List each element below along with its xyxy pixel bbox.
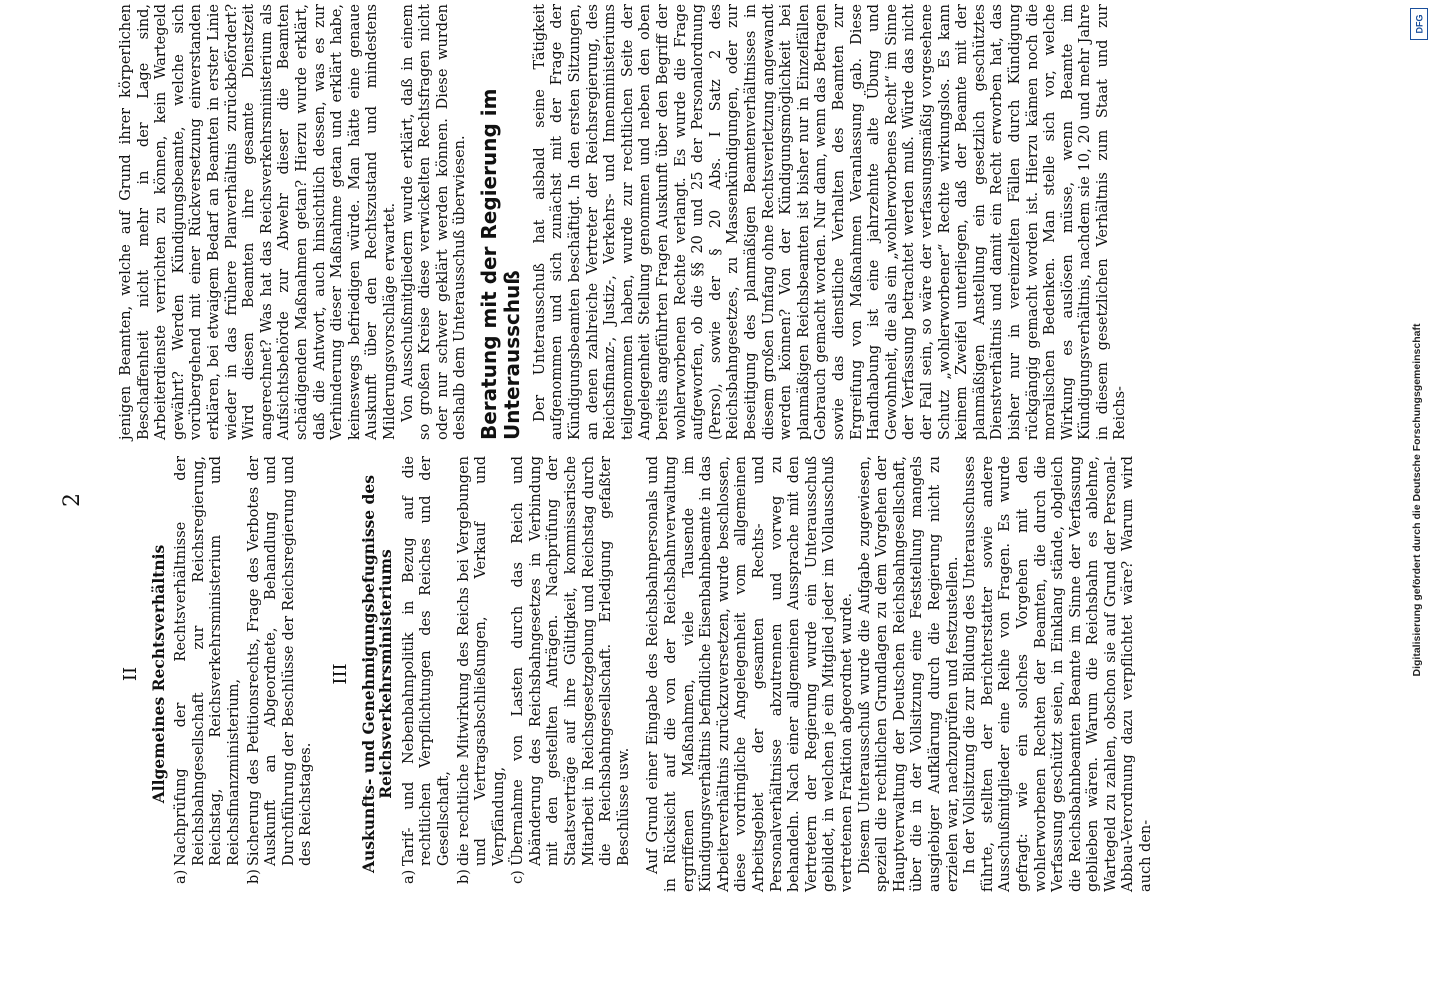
item-text: die rechtliche Mitwirkung des Reichs bei Vergebungen und Vertragsabschließungen, Verkauf und Verpfändung, [455,456,507,866]
list-item [401,456,454,892]
item-text: Übernahme von Lasten durch das Reich und Abänderung des Reichsbahngesetzes in Verbindung mit den gestellten Anträgen. Nachprüfung der Staatsverträge auf ihre Gültigkeit, kommissarische Mitarbeit in Reichsgesetzgebung und Reichstag durch die Reichsbahngesellschaft. Erledigung gefaßter Beschlüsse usw. [510,456,632,866]
body-paragraph: jenigen Beamten, welche auf Grund ihrer körperlichen Beschaffenheit nicht mehr in der Lage sind, Arbeiterdienste verrichten zu können, kein Wartegeld gewährt? Werden Kündigungsbeamte, welche sich vorübergehend mit einer Rückversetzung einverstanden erklären, bei etwaigem Bedarf an Beamten in erster Linie wieder in das frühere Planverhältnis zurückbefördert? Wird diesen Beamten ihre gesamte Dienstzeit angerechnet? Was hat das Reichsverkehrsministerium als Aufsichtsbehörde zur Abwehr dieser die Beamten schädigenden Maßnahmen getan? Hierzu wurde erklärt, daß die Antwort, auch hinsichtlich dessen, was es zur Verhinderung dieser Maßnahme getan und erklärt habe, keineswegs befriedigen würde. Man hätte eine genaue Auskunft über den Rechtszustand und mindestens Milderungsvorschläge erwartet. [118,4,398,440]
section-number-2: II [120,666,141,682]
list-item [510,456,633,892]
body-paragraph: In der Vollsitzung die zur Bildung des Unterausschusses führte, stellten der Berichterstatter sowie andere Ausschußmitglieder eine Reihe von Fragen. Es wurde gefragt: wie ein solches Vorgehen mit den wohlerworbenen Rechten der Beamten, die durch die Verfassung geschützt seien, in Einklang stände, obgleich die Reichsbahnbeamten Beamte im Sinne der Verfassung geblieben wären. Warum die Reichsbahn es ablehne, Wartegeld zu zahlen, obschon sie auf Grund der Personal-Abbau-Verordnung dazu verpflichtet wäre? Warum wird auch den- [962,456,1155,892]
left-column [118,456,1155,892]
funding-note: Digitalisierung gefördert durch die Deutsche Forschungsgemeinschaft [1411,323,1423,677]
item-label: a) [173,869,190,884]
body-paragraph: Auf Grund einer Eingabe des Reichsbahnpersonals und in Rücksicht auf die von der Reichsbahnverwaltung ergriffenen Maßnahmen, viele Tausende im Kündigungsverhältnis befindliche Eisenbahnbeamte in das Arbeiterverhältnis zurückzuversetzen, wurde beschlossen, diese vordringliche Angelegenheit vom allgemeinen Arbeitsgebiet der gesamten Rechts- und Personalverhältnisse abzutrennen und vorweg zu behandeln. Nach einer allgemeinen Aussprache mit den Vertretern der Regierung wurde ein Unterausschuß gebildet, in welchen je ein Mitglied jeder im Vollausschuß vertretenen Fraktion abgeordnet wurde. [645,456,855,892]
section-title-2: Allgemeines Rechtsverhältnis [148,544,168,804]
body-paragraph: Von Ausschußmitgliedern wurde erklärt, daß in einem so großen Kreise diese verwickelten Rechtsfragen nicht oder nur schwer geklärt werden können. Diese wurden deshalb dem Unterausschuß überwiesen. [399,4,469,440]
item-label: b) [455,869,472,884]
list-item [456,456,509,892]
body-paragraph: Diesem Unterausschuß wurde die Aufgabe zugewiesen, speziell die rechtlichen Grundlagen zu dem Vorgehen der Hauptverwaltung der Deutschen Reichsbahngesellschaft, über die in der Vollsitzung eine Feststellung mangels ausgiebiger Aufklärung durch die Regierung nicht zu erzielen war, nachzuprüfen und festzustellen. [856,456,961,892]
section-number-3: III [329,663,351,685]
item-label: a) [400,869,417,884]
list-item [246,456,316,892]
body-paragraph: Der Unterausschuß hat alsbald seine Tätigkeit aufgenommen und sich zunächst mit der Frage der Kündigungsbeamten beschäftigt. In den ersten Sitzungen, an denen zahlreiche Vertreter der Reichsregierung, des Reichsfinanz-, Justiz-, Verkehrs- und Innenministeriums teilgenommen haben, wurde zur rechtlichen Seite der Angelegenheit Stellung genommen und neben den oben bereits angeführten Fragen Auskunft über den Begriff der wohlerworbenen Rechte verlangt. Es wurde die Frage aufgeworfen, ob die §§ 20 und 25 der Personalordnung (Perso), sowie der § 20 Abs. I Satz 2 des Reichsbahngesetzes, zu Massenkündigungen, oder zur Beseitigung des planmäßigen Beamtenverhältnisses in diesem großen Umfang ohne Rechtsverletzung angewandt werden können? Von der Kündigungsmöglichkeit bei planmäßigen Reichsbeamten ist bisher nur in Einzelfällen Gebrauch gemacht worden. Nur dann, wenn das Betragen sowie das dienstliche Verhalten des Beamten zur Ergreifung von Maßnahmen Veranlassung gab. Diese Handhabung ist eine jahrzehnte alte Übung und Gewohnheit, die als ein „wohlerworbenes Recht“ im Sinne der Verfassung betrachtet werden muß. Würde das nicht der Fall sein, so wäre der verfassungsmäßig vorgesehene Schutz „wohlerworbener“ Rechte wirkungslos. Es kann keinem Zweifel unterliegen, daß der Beamte mit der planmäßigen Anstellung ein gesetzlich geschütztes Dienstverhältnis und damit ein Recht erworben hat, das bisher nur in vereinzelten Fällen durch Kündigung rückgängig gemacht worden ist. Hierzu kämen noch die moralischen Bedenken. Man stelle sich vor, welche Wirkung es auslösen müsse, wenn Beamte im Kündigungsverhältnis, nachdem sie 10, 20 und mehr Jahre in diesem gesetzlichen Verhältnis zum Staat und zur Reichs- [531,4,1129,440]
item-text: Tarif- und Nebenbahnpolitik in Bezug auf die rechtlichen Verpflichtungen des Reiches und der Gesellschaft, [400,456,452,866]
item-label: b) [245,869,262,884]
item-text: Sicherung des Petitionsrechts, Frage des Verbotes der Auskunft an Abgeordnete, Behandlung und Durchführung der Beschlüsse der Reichsregierung und des Reichstages. [245,456,315,866]
section-title-3: Auskunfts- und Genehmigungsbefugnisse des Reichsverkehrsministeriums [358,475,396,873]
item-label: c) [510,870,527,884]
right-column [118,4,1129,440]
list-item [173,456,243,892]
dfg-logo-text: DFG [1414,14,1424,34]
page-number: 2 [60,493,85,507]
section-heading: Beratung mit der Regierung im Unterausschuß [476,88,524,440]
dfg-logo [1410,8,1428,40]
funding-sidebar [1400,0,1434,1000]
item-text: Nachprüfung der Rechtsverhältnisse der Reichsbahngesellschaft zur Reichsregierung, Reichstag, Reichsverkehrsministerium und Reichsfinanzministerium, [173,456,242,866]
